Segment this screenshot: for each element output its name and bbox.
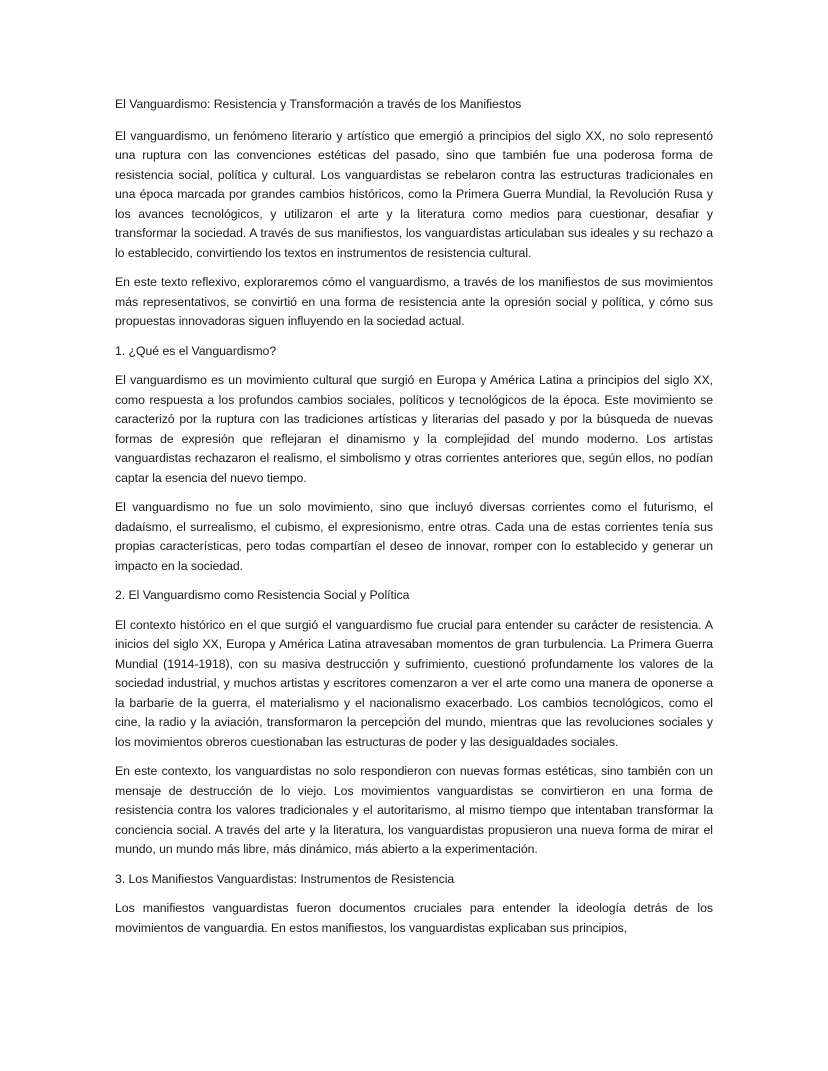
section-paragraph: El vanguardismo es un movimiento cultural que surgió en Europa y América Latina a principios del siglo XX, como respuesta a los profundos cambios sociales, políticos y tecnológicos de la época. Este movimiento se caracterizó por la ruptura con las tradiciones artísticas y literarias del pasado y por la búsqueda de nuevas formas de expresión que reflejaran el dinamismo y la complejidad del mundo moderno. Los artistas vanguardistas rechazaron el realismo, el simbolismo y otras corrientes anteriores que, según ellos, no podían captar la esencia del nuevo tiempo. — [115, 373, 713, 485]
section-paragraph: En este contexto, los vanguardistas no solo respondieron con nuevas formas estéticas, sino también con un mensaje de destrucción de lo viejo. Los movimientos vanguardistas se convirtieron en una forma de resistencia contra los valores tradicionales y el autoritarismo, al mismo tiempo que intentaban transformar la conciencia social. A través del arte y la literatura, los vanguardistas propusieron una nueva forma de mirar el mundo, un mundo más libre, más dinámico, más abierto a la experimentación. — [115, 764, 713, 856]
section-paragraph: Los manifiestos vanguardistas fueron documentos cruciales para entender la ideología detrás de los movimientos de vanguardia. En estos manifiestos, los vanguardistas explicaban sus principios, — [115, 901, 713, 935]
section-paragraph: El contexto histórico en el que surgió el vanguardismo fue crucial para entender su carácter de resistencia. A inicios del siglo XX, Europa y América Latina atravesaban momentos de gran turbulencia. La Primera Guerra Mundial (1914-1918), con su masiva destrucción y sufrimiento, cuestionó profundamente los valores de la sociedad industrial, y muchos artistas y escritores comenzaron a ver el arte como una manera de oponerse a la barbarie de la guerra, el materialismo y el nacionalismo exacerbado. Los cambios tecnológicos, como el cine, la radio y la aviación, transformaron la percepción del mundo, mientras que las revoluciones sociales y los movimientos obreros cuestionaban las estructuras de poder y las desigualdades sociales. — [115, 617, 713, 749]
section-paragraph: El vanguardismo no fue un solo movimiento, sino que incluyó diversas corrientes como el futurismo, el dadaísmo, el surrealismo, el cubismo, el expresionismo, entre otras. Cada una de estas corrientes tenía sus propias características, pero todas compartían el deseo de innovar, romper con lo establecido y generar un impacto en la sociedad. — [115, 500, 713, 573]
document-title: El Vanguardismo: Resistencia y Transformación a través de los Manifiestos — [115, 97, 522, 111]
intro-paragraph: El vanguardismo, un fenómeno literario y artístico que emergió a principios del siglo XX, no solo representó una ruptura con las convenciones estéticas del pasado, sino que también fue una poderosa forma de resistencia social, política y cultural. Los vanguardistas se rebelaron contra las estructuras tradicionales en una época marcada por grandes cambios históricos, como la Primera Guerra Mundial, la Revolución Rusa y los avances tecnológicos, y utilizaron el arte y la literatura como medios para cuestionar, desafiar y transformar la sociedad. A través de sus manifiestos, los vanguardistas articulaban sus ideales y su rechazo a lo establecido, convirtiendo los textos en instrumentos de resistencia cultural. — [115, 128, 713, 260]
intro-paragraph: En este texto reflexivo, exploraremos cómo el vanguardismo, a través de los manifiestos de sus movimientos más representativos, se convirtió en una forma de resistencia ante la opresión social y política, y cómo sus propuestas innovadoras siguen influyendo en la sociedad actual. — [115, 275, 713, 328]
document-page — [115, 95, 713, 948]
section-heading: 1. ¿Qué es el Vanguardismo? — [115, 343, 277, 358]
section-heading: 3. Los Manifiestos Vanguardistas: Instrumentos de Resistencia — [115, 871, 455, 886]
section-heading: 2. El Vanguardismo como Resistencia Social y Política — [115, 588, 410, 602]
